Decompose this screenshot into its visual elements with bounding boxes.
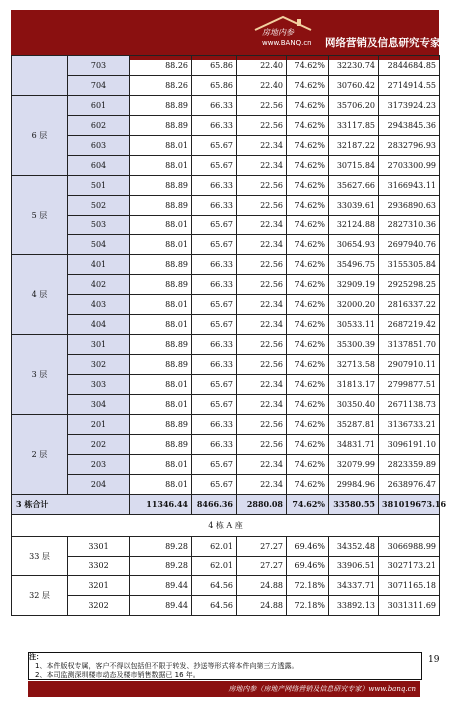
cell-d: 74.62% bbox=[287, 135, 329, 155]
cell-c: 22.34 bbox=[237, 454, 287, 474]
summary-a: 11346.44 bbox=[130, 494, 192, 514]
cell-a: 88.89 bbox=[130, 355, 192, 375]
cell-e: 30350.40 bbox=[329, 394, 379, 414]
cell-d: 72.18% bbox=[287, 596, 329, 616]
cell-f: 2638976.47 bbox=[379, 474, 440, 494]
cell-a: 89.44 bbox=[130, 596, 192, 616]
cell-c: 22.34 bbox=[237, 215, 287, 235]
section-row bbox=[12, 514, 440, 536]
unit-number: 302 bbox=[68, 355, 130, 375]
summary-f: 381019673.16 bbox=[379, 494, 440, 514]
unit-number: 602 bbox=[68, 115, 130, 135]
cell-f: 2832796.93 bbox=[379, 135, 440, 155]
cell-d: 74.62% bbox=[287, 335, 329, 355]
cell-b: 65.67 bbox=[192, 315, 237, 335]
table-row bbox=[12, 215, 440, 235]
cell-c: 22.56 bbox=[237, 175, 287, 195]
table-row bbox=[12, 474, 440, 494]
cell-b: 66.33 bbox=[192, 195, 237, 215]
cell-f: 2936890.63 bbox=[379, 195, 440, 215]
cell-b: 65.86 bbox=[192, 56, 237, 76]
cell-d: 74.62% bbox=[287, 175, 329, 195]
cell-d: 69.46% bbox=[287, 536, 329, 556]
cell-f: 2943845.36 bbox=[379, 115, 440, 135]
cell-e: 35300.39 bbox=[329, 335, 379, 355]
cell-f: 2816337.22 bbox=[379, 295, 440, 315]
cell-e: 32713.58 bbox=[329, 355, 379, 375]
cell-e: 33117.85 bbox=[329, 115, 379, 135]
cell-b: 66.33 bbox=[192, 335, 237, 355]
summary-b: 8466.36 bbox=[192, 494, 237, 514]
cell-a: 88.26 bbox=[130, 75, 192, 95]
table-row bbox=[12, 394, 440, 414]
unit-number: 401 bbox=[68, 255, 130, 275]
cell-d: 74.62% bbox=[287, 394, 329, 414]
cell-c: 22.56 bbox=[237, 414, 287, 434]
unit-number: 504 bbox=[68, 235, 130, 255]
cell-b: 65.67 bbox=[192, 394, 237, 414]
cell-a: 88.89 bbox=[130, 175, 192, 195]
cell-d: 74.62% bbox=[287, 375, 329, 395]
cell-f: 2823359.89 bbox=[379, 454, 440, 474]
unit-number: 204 bbox=[68, 474, 130, 494]
cell-a: 88.01 bbox=[130, 454, 192, 474]
cell-d: 74.62% bbox=[287, 215, 329, 235]
cell-b: 62.01 bbox=[192, 556, 237, 576]
cell-e: 32230.74 bbox=[329, 56, 379, 76]
cell-b: 65.86 bbox=[192, 75, 237, 95]
cell-d: 74.62% bbox=[287, 474, 329, 494]
header-title: 网络营销及信息研究专家 bbox=[325, 37, 441, 49]
cell-c: 22.40 bbox=[237, 56, 287, 76]
floor-label: 5 层 bbox=[12, 175, 68, 255]
cell-e: 35496.75 bbox=[329, 255, 379, 275]
cell-f: 3031311.69 bbox=[379, 596, 440, 616]
cell-d: 74.62% bbox=[287, 75, 329, 95]
cell-e: 34352.48 bbox=[329, 536, 379, 556]
cell-e: 29984.96 bbox=[329, 474, 379, 494]
cell-d: 74.62% bbox=[287, 115, 329, 135]
cell-c: 22.34 bbox=[237, 394, 287, 414]
cell-c: 22.34 bbox=[237, 235, 287, 255]
unit-number: 3302 bbox=[68, 556, 130, 576]
cell-a: 88.26 bbox=[130, 56, 192, 76]
summary-label: 3 栋合计 bbox=[12, 494, 130, 514]
unit-number: 404 bbox=[68, 315, 130, 335]
cell-e: 33906.51 bbox=[329, 556, 379, 576]
cell-d: 74.62% bbox=[287, 95, 329, 115]
cell-a: 88.89 bbox=[130, 255, 192, 275]
table-row bbox=[12, 255, 440, 275]
unit-number: 603 bbox=[68, 135, 130, 155]
cell-c: 22.56 bbox=[237, 115, 287, 135]
cell-a: 89.28 bbox=[130, 556, 192, 576]
unit-number: 501 bbox=[68, 175, 130, 195]
cell-b: 65.67 bbox=[192, 375, 237, 395]
notes-heading: 注： bbox=[29, 653, 43, 661]
cell-a: 88.89 bbox=[130, 195, 192, 215]
cell-b: 65.67 bbox=[192, 235, 237, 255]
cell-a: 88.01 bbox=[130, 474, 192, 494]
cell-d: 72.18% bbox=[287, 576, 329, 596]
cell-b: 65.67 bbox=[192, 474, 237, 494]
cell-f: 3173924.23 bbox=[379, 95, 440, 115]
cell-a: 88.01 bbox=[130, 315, 192, 335]
unit-number: 403 bbox=[68, 295, 130, 315]
cell-b: 65.67 bbox=[192, 454, 237, 474]
cell-d: 74.62% bbox=[287, 235, 329, 255]
cell-b: 66.33 bbox=[192, 275, 237, 295]
floor-label: 2 层 bbox=[12, 414, 68, 494]
cell-b: 65.67 bbox=[192, 135, 237, 155]
cell-c: 22.34 bbox=[237, 375, 287, 395]
cell-c: 22.56 bbox=[237, 275, 287, 295]
table-row bbox=[12, 355, 440, 375]
cell-a: 88.89 bbox=[130, 95, 192, 115]
table-row bbox=[12, 375, 440, 395]
cell-f: 2703300.99 bbox=[379, 155, 440, 175]
unit-number: 3201 bbox=[68, 576, 130, 596]
cell-d: 74.62% bbox=[287, 56, 329, 76]
cell-d: 74.62% bbox=[287, 295, 329, 315]
cell-a: 88.01 bbox=[130, 375, 192, 395]
unit-number: 3202 bbox=[68, 596, 130, 616]
notes-line-1: 1、本件版权专属，客户不得以包括但不限于转发、抄送等形式将本件向第三方透露。 bbox=[35, 662, 299, 670]
table-row bbox=[12, 295, 440, 315]
cell-c: 24.88 bbox=[237, 596, 287, 616]
cell-b: 65.67 bbox=[192, 215, 237, 235]
unit-number: 604 bbox=[68, 155, 130, 175]
sales-table bbox=[11, 55, 447, 616]
table-row bbox=[12, 175, 440, 195]
cell-e: 35627.66 bbox=[329, 175, 379, 195]
table-row bbox=[12, 56, 440, 76]
cell-f: 2714914.55 bbox=[379, 75, 440, 95]
table-row bbox=[12, 454, 440, 474]
floor-label: 33 层 bbox=[12, 536, 68, 576]
table-row bbox=[12, 155, 440, 175]
unit-number: 601 bbox=[68, 95, 130, 115]
brand-name: 房地内参 bbox=[262, 28, 294, 37]
cell-e: 30715.84 bbox=[329, 155, 379, 175]
cell-a: 88.01 bbox=[130, 394, 192, 414]
cell-b: 65.67 bbox=[192, 155, 237, 175]
unit-number: 202 bbox=[68, 434, 130, 454]
floor-label: 4 层 bbox=[12, 255, 68, 335]
unit-number: 502 bbox=[68, 195, 130, 215]
cell-c: 22.34 bbox=[237, 315, 287, 335]
unit-number: 704 bbox=[68, 75, 130, 95]
brand-url: www.BANQ.cn bbox=[262, 39, 312, 47]
cell-d: 74.62% bbox=[287, 275, 329, 295]
table-row bbox=[12, 434, 440, 454]
cell-a: 89.28 bbox=[130, 536, 192, 556]
cell-f: 3166943.11 bbox=[379, 175, 440, 195]
cell-b: 66.33 bbox=[192, 255, 237, 275]
cell-d: 74.62% bbox=[287, 454, 329, 474]
cell-b: 66.33 bbox=[192, 115, 237, 135]
cell-f: 2827310.36 bbox=[379, 215, 440, 235]
cell-a: 88.89 bbox=[130, 115, 192, 135]
cell-f: 3096191.10 bbox=[379, 434, 440, 454]
floor-label: 3 层 bbox=[12, 335, 68, 415]
cell-c: 24.88 bbox=[237, 576, 287, 596]
cell-e: 32000.20 bbox=[329, 295, 379, 315]
cell-b: 66.33 bbox=[192, 95, 237, 115]
table-row bbox=[12, 195, 440, 215]
cell-c: 22.56 bbox=[237, 255, 287, 275]
cell-d: 74.62% bbox=[287, 255, 329, 275]
summary-e: 33580.55 bbox=[329, 494, 379, 514]
cell-a: 88.01 bbox=[130, 235, 192, 255]
cell-e: 32909.19 bbox=[329, 275, 379, 295]
unit-number: 402 bbox=[68, 275, 130, 295]
cell-e: 34831.71 bbox=[329, 434, 379, 454]
table-row bbox=[12, 75, 440, 95]
cell-e: 32079.99 bbox=[329, 454, 379, 474]
table-row bbox=[12, 596, 440, 616]
table-row bbox=[12, 536, 440, 556]
table-row bbox=[12, 115, 440, 135]
section-title: 4 栋 A 座 bbox=[12, 514, 440, 536]
cell-c: 22.56 bbox=[237, 434, 287, 454]
table-row bbox=[12, 576, 440, 596]
unit-number: 201 bbox=[68, 414, 130, 434]
cell-a: 89.44 bbox=[130, 576, 192, 596]
page-number: 19 bbox=[428, 655, 440, 665]
cell-b: 64.56 bbox=[192, 596, 237, 616]
cell-d: 74.62% bbox=[287, 155, 329, 175]
table-row bbox=[12, 235, 440, 255]
cell-e: 31813.17 bbox=[329, 375, 379, 395]
unit-number: 703 bbox=[68, 56, 130, 76]
cell-f: 3066988.99 bbox=[379, 536, 440, 556]
cell-a: 88.89 bbox=[130, 414, 192, 434]
summary-c: 2880.08 bbox=[237, 494, 287, 514]
cell-e: 30760.42 bbox=[329, 75, 379, 95]
cell-d: 74.62% bbox=[287, 434, 329, 454]
unit-number: 301 bbox=[68, 335, 130, 355]
cell-c: 22.56 bbox=[237, 335, 287, 355]
cell-f: 3137851.70 bbox=[379, 335, 440, 355]
cell-a: 88.89 bbox=[130, 275, 192, 295]
cell-a: 88.01 bbox=[130, 135, 192, 155]
cell-f: 3027173.21 bbox=[379, 556, 440, 576]
cell-c: 22.34 bbox=[237, 474, 287, 494]
cell-e: 32187.22 bbox=[329, 135, 379, 155]
floor-label: 32 层 bbox=[12, 576, 68, 616]
cell-c: 27.27 bbox=[237, 556, 287, 576]
cell-b: 66.33 bbox=[192, 175, 237, 195]
cell-d: 69.46% bbox=[287, 556, 329, 576]
cell-d: 74.62% bbox=[287, 414, 329, 434]
cell-e: 33892.13 bbox=[329, 596, 379, 616]
unit-number: 203 bbox=[68, 454, 130, 474]
table-row bbox=[12, 556, 440, 576]
cell-c: 22.40 bbox=[237, 75, 287, 95]
summary-d: 74.62% bbox=[287, 494, 329, 514]
cell-d: 74.62% bbox=[287, 195, 329, 215]
floor-label: 6 层 bbox=[12, 95, 68, 175]
footer-notes bbox=[28, 652, 422, 680]
cell-e: 32124.88 bbox=[329, 215, 379, 235]
cell-f: 2687219.42 bbox=[379, 315, 440, 335]
cell-b: 66.33 bbox=[192, 414, 237, 434]
cell-f: 2799877.51 bbox=[379, 375, 440, 395]
cell-a: 88.89 bbox=[130, 434, 192, 454]
cell-b: 64.56 bbox=[192, 576, 237, 596]
cell-e: 30654.93 bbox=[329, 235, 379, 255]
unit-number: 303 bbox=[68, 375, 130, 395]
cell-d: 74.62% bbox=[287, 315, 329, 335]
cell-f: 2925298.25 bbox=[379, 275, 440, 295]
cell-e: 34337.71 bbox=[329, 576, 379, 596]
cell-b: 66.33 bbox=[192, 355, 237, 375]
cell-c: 27.27 bbox=[237, 536, 287, 556]
cell-f: 3136733.21 bbox=[379, 414, 440, 434]
table-row bbox=[12, 335, 440, 355]
table-row bbox=[12, 315, 440, 335]
table-row bbox=[12, 414, 440, 434]
cell-f: 3071165.18 bbox=[379, 576, 440, 596]
cell-b: 65.67 bbox=[192, 295, 237, 315]
cell-f: 3155305.84 bbox=[379, 255, 440, 275]
cell-c: 22.34 bbox=[237, 135, 287, 155]
cell-a: 88.01 bbox=[130, 155, 192, 175]
summary-row bbox=[12, 494, 440, 514]
cell-f: 2671138.73 bbox=[379, 394, 440, 414]
cell-e: 35706.20 bbox=[329, 95, 379, 115]
footer-text: 房地内参（房地产网络营销及信息研究专家）www.banq.cn bbox=[228, 685, 416, 693]
cell-a: 88.01 bbox=[130, 295, 192, 315]
unit-number: 503 bbox=[68, 215, 130, 235]
cell-b: 66.33 bbox=[192, 434, 237, 454]
cell-c: 22.56 bbox=[237, 195, 287, 215]
floor-label bbox=[12, 56, 68, 96]
cell-c: 22.56 bbox=[237, 95, 287, 115]
cell-c: 22.34 bbox=[237, 155, 287, 175]
cell-e: 35287.81 bbox=[329, 414, 379, 434]
unit-number: 304 bbox=[68, 394, 130, 414]
table-row bbox=[12, 135, 440, 155]
cell-c: 22.56 bbox=[237, 355, 287, 375]
unit-number: 3301 bbox=[68, 536, 130, 556]
cell-f: 2907910.11 bbox=[379, 355, 440, 375]
cell-d: 74.62% bbox=[287, 355, 329, 375]
cell-a: 88.01 bbox=[130, 215, 192, 235]
cell-a: 88.89 bbox=[130, 335, 192, 355]
notes-line-2: 2、本司监测深圳楼市动态及楼市销售数据已 16 年。 bbox=[35, 671, 200, 679]
table-row bbox=[12, 95, 440, 115]
cell-f: 2844684.85 bbox=[379, 56, 440, 76]
cell-c: 22.34 bbox=[237, 295, 287, 315]
cell-e: 30533.11 bbox=[329, 315, 379, 335]
table-row bbox=[12, 275, 440, 295]
cell-f: 2697940.76 bbox=[379, 235, 440, 255]
cell-e: 33039.61 bbox=[329, 195, 379, 215]
cell-b: 62.01 bbox=[192, 536, 237, 556]
